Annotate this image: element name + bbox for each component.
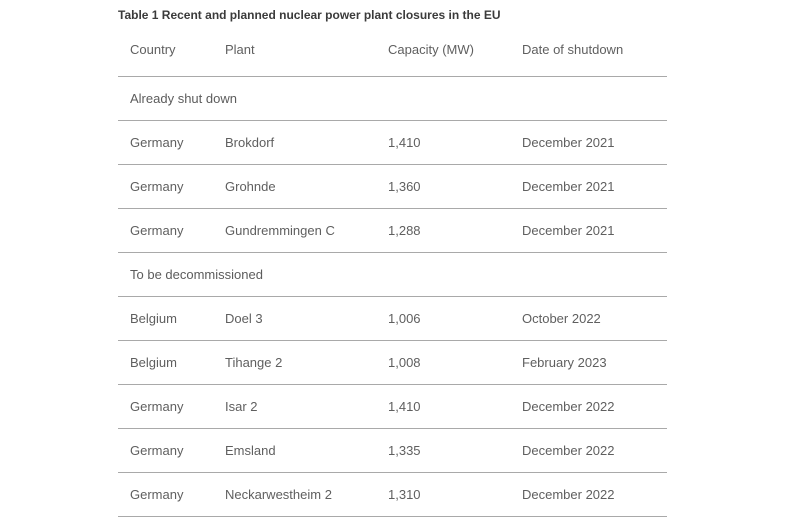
- cell-capacity: 1,006: [376, 296, 510, 340]
- cell-shutdown-date: December 2021: [510, 164, 667, 208]
- cell-shutdown-date: December 2022: [510, 384, 667, 428]
- cell-capacity: 1,008: [376, 340, 510, 384]
- section-row-to-be-decommissioned: [118, 252, 667, 296]
- cell-plant: Brokdorf: [213, 120, 376, 164]
- table-row: [118, 340, 667, 384]
- cell-country: Germany: [118, 428, 213, 472]
- cell-shutdown-date: December 2021: [510, 208, 667, 252]
- cell-plant: Isar 2: [213, 384, 376, 428]
- cell-country: Belgium: [118, 296, 213, 340]
- column-header-country: Country: [118, 24, 213, 76]
- cell-country: Germany: [118, 384, 213, 428]
- table-container: [118, 8, 667, 517]
- table-row: [118, 120, 667, 164]
- section-row-already-shut-down: [118, 76, 667, 120]
- column-header-capacity: Capacity (MW): [376, 24, 510, 76]
- cell-plant: Neckarwestheim 2: [213, 472, 376, 516]
- cell-plant: Grohnde: [213, 164, 376, 208]
- cell-plant: Gundremmingen C: [213, 208, 376, 252]
- table-row: [118, 164, 667, 208]
- cell-capacity: 1,360: [376, 164, 510, 208]
- cell-plant: Tihange 2: [213, 340, 376, 384]
- header-row: [118, 24, 667, 76]
- closures-table: [118, 24, 667, 517]
- column-header-plant: Plant: [213, 24, 376, 76]
- table-row: [118, 208, 667, 252]
- column-header-shutdown-date: Date of shutdown: [510, 24, 667, 76]
- cell-plant: Doel 3: [213, 296, 376, 340]
- cell-shutdown-date: December 2022: [510, 472, 667, 516]
- cell-capacity: 1,310: [376, 472, 510, 516]
- cell-capacity: 1,410: [376, 384, 510, 428]
- cell-capacity: 1,288: [376, 208, 510, 252]
- table-row: [118, 384, 667, 428]
- table-row: [118, 428, 667, 472]
- table-row: [118, 472, 667, 516]
- cell-capacity: 1,335: [376, 428, 510, 472]
- cell-country: Germany: [118, 472, 213, 516]
- cell-shutdown-date: December 2021: [510, 120, 667, 164]
- table-row: [118, 296, 667, 340]
- cell-country: Belgium: [118, 340, 213, 384]
- cell-country: Germany: [118, 120, 213, 164]
- table-title: Table 1 Recent and planned nuclear power plant closures in the EU: [118, 8, 501, 22]
- cell-country: Germany: [118, 208, 213, 252]
- section-label: To be decommissioned: [118, 252, 667, 296]
- cell-plant: Emsland: [213, 428, 376, 472]
- cell-shutdown-date: February 2023: [510, 340, 667, 384]
- cell-country: Germany: [118, 164, 213, 208]
- section-label: Already shut down: [118, 76, 667, 120]
- cell-capacity: 1,410: [376, 120, 510, 164]
- cell-shutdown-date: December 2022: [510, 428, 667, 472]
- cell-shutdown-date: October 2022: [510, 296, 667, 340]
